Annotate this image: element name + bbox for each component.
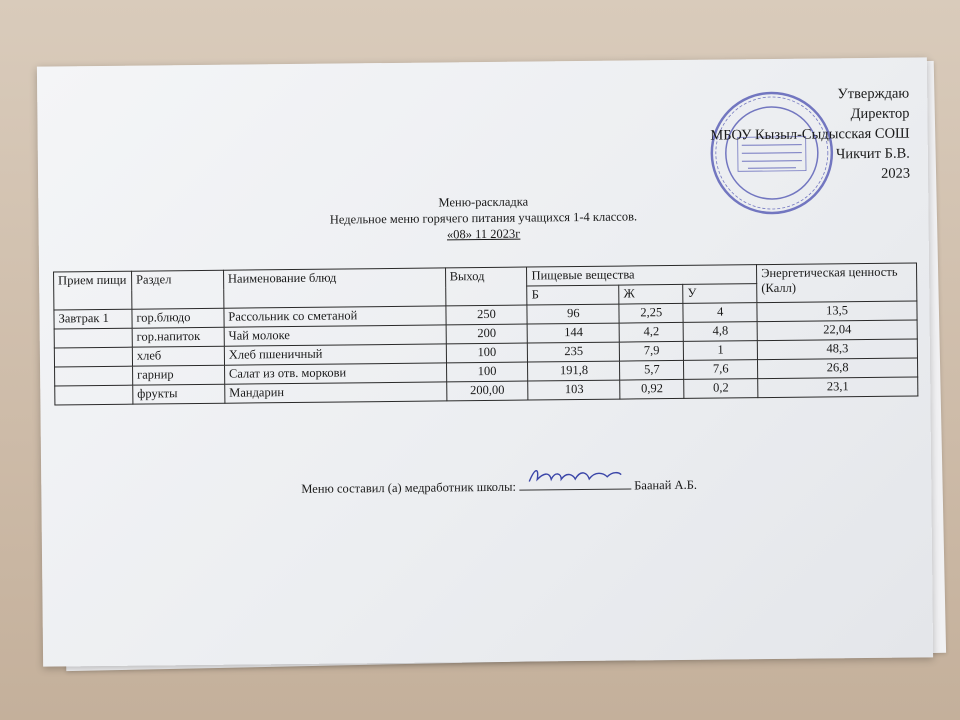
cell-u: 4,8 — [683, 322, 757, 342]
cell-zh: 5,7 — [620, 360, 684, 380]
header-nutrients: Пищевые вещества — [527, 265, 757, 286]
cell-meal — [54, 328, 132, 348]
approval-line-1: Утверждаю — [837, 85, 910, 103]
cell-energy: 23,1 — [758, 377, 918, 398]
cell-u: 4 — [683, 303, 757, 323]
header-energy: Энергетическая ценность (Калл) — [757, 263, 917, 303]
cell-section: гор.напиток — [132, 327, 224, 347]
footer-name: Баанай А.Б. — [634, 477, 698, 493]
header-dish: Наименование блюд — [223, 268, 445, 308]
header-b: Б — [527, 285, 619, 305]
cell-meal — [55, 385, 133, 405]
document-date: «08» 11 2023г — [446, 226, 521, 242]
document-subtitle: Недельное меню горячего питания учащихся 1-4 классов. — [329, 209, 638, 227]
cell-zh: 2,25 — [619, 303, 683, 323]
cell-zh: 4,2 — [619, 322, 683, 342]
cell-section: гарнир — [132, 365, 224, 385]
document-sheet — [37, 57, 933, 666]
cell-energy: 26,8 — [758, 358, 918, 379]
signature-line — [519, 474, 631, 490]
approval-line-3: МБОУ Кызыл-Сыдысская СОШ — [710, 125, 910, 144]
approval-line-2: Директор — [850, 105, 910, 123]
cell-dish: Салат из отв. моркови — [224, 363, 446, 384]
header-meal: Прием пищи — [54, 271, 132, 310]
footer-label: Меню составил (а) медработник школы: — [301, 479, 517, 496]
cell-yield: 200,00 — [446, 381, 528, 401]
cell-dish: Чай молоке — [224, 325, 446, 346]
cell-u: 0,2 — [684, 379, 758, 399]
cell-dish: Хлеб пшеничный — [224, 344, 446, 365]
cell-dish: Рассольник со сметаной — [224, 306, 446, 327]
cell-b: 235 — [528, 342, 620, 362]
cell-u: 1 — [684, 341, 758, 361]
cell-yield: 100 — [446, 343, 528, 363]
approval-block — [710, 84, 910, 186]
menu-table — [53, 262, 918, 405]
cell-energy: 48,3 — [757, 339, 917, 360]
signature-icon — [525, 463, 625, 488]
cell-energy: 13,5 — [757, 301, 917, 322]
cell-meal — [55, 366, 133, 386]
cell-section: хлеб — [132, 346, 224, 366]
cell-meal — [54, 347, 132, 367]
cell-zh: 0,92 — [620, 379, 684, 399]
approval-line-5: 2023 — [880, 165, 911, 182]
cell-zh: 7,9 — [620, 341, 684, 361]
title-block — [38, 189, 928, 246]
header-yield: Выход — [445, 267, 527, 306]
cell-section: фрукты — [133, 384, 225, 404]
header-section: Раздел — [131, 270, 223, 309]
approval-line-4: Чикчит Б.В. — [835, 145, 910, 163]
cell-b: 103 — [528, 380, 620, 400]
cell-yield: 200 — [446, 324, 528, 344]
cell-section: гор.блюдо — [132, 308, 224, 328]
cell-b: 96 — [527, 304, 619, 324]
header-u: У — [683, 284, 757, 304]
cell-yield: 100 — [446, 362, 528, 382]
header-zh: Ж — [619, 284, 683, 304]
cell-u: 7,6 — [684, 360, 758, 380]
document-title: Меню-раскладка — [438, 194, 529, 210]
cell-b: 191,8 — [528, 361, 620, 381]
cell-dish: Мандарин — [225, 382, 447, 403]
footer-signature — [301, 474, 697, 497]
cell-meal: Завтрак 1 — [54, 309, 132, 329]
cell-yield: 250 — [445, 305, 527, 325]
cell-b: 144 — [528, 323, 620, 343]
cell-energy: 22,04 — [757, 320, 917, 341]
